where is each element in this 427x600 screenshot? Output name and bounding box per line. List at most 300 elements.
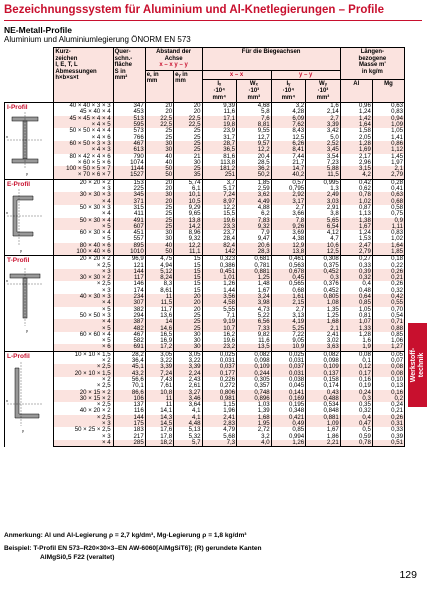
header-wx: Wₓ ·10³ mm³ xyxy=(237,80,272,103)
value-cell: 0,896 xyxy=(237,396,272,402)
header-masse: Längen- bezogene Masse m' in kg/m xyxy=(340,48,404,80)
value-cell: 0,031 xyxy=(202,358,237,364)
header-xx: x – x xyxy=(202,70,271,80)
value-cell: 0,26 xyxy=(372,281,404,287)
value-cell: 1,13 xyxy=(340,211,372,217)
value-cell: 0,33 xyxy=(340,263,372,269)
value-cell: 1,42 xyxy=(340,116,372,122)
value-cell: 0,375 xyxy=(306,263,341,269)
value-cell: 15 xyxy=(174,288,202,294)
value-cell: 50,2 xyxy=(237,172,272,179)
value-cell: 451 xyxy=(113,230,145,236)
value-cell: 0,78 xyxy=(340,192,372,198)
value-cell: 0,4 xyxy=(340,281,372,287)
value-cell: 7,61 xyxy=(145,383,173,389)
dimension-cell: 40 × 30 × 3 xyxy=(54,294,113,300)
value-cell: 12,7 xyxy=(237,135,272,141)
value-cell: 1,68 xyxy=(237,415,272,421)
value-cell: 7,1 xyxy=(202,313,237,319)
value-cell: 1,24 xyxy=(340,230,372,236)
value-cell: 20 xyxy=(174,307,202,313)
value-cell: 0,109 xyxy=(306,364,341,370)
value-cell: 30 xyxy=(174,344,202,351)
dimension-cell: 45 × 45 × 4 × 4 xyxy=(54,116,113,122)
value-cell: 0,78 xyxy=(340,440,372,447)
value-cell: 0,05 xyxy=(372,351,404,358)
value-cell: 30 xyxy=(174,160,202,166)
value-cell: 3,42 xyxy=(306,128,341,134)
dimension-cell: × 5 xyxy=(54,224,113,230)
header-al: Al xyxy=(340,80,372,103)
value-cell: 1,3 xyxy=(306,186,341,192)
header-ey: eᵧ in mm xyxy=(174,70,202,102)
table-row xyxy=(5,249,405,256)
value-cell: 10,1 xyxy=(174,192,202,198)
value-cell: 453 xyxy=(113,109,145,115)
value-cell: 0,42 xyxy=(372,294,404,300)
value-cell: 2,91 xyxy=(306,205,341,211)
value-cell: 10,7 xyxy=(202,326,237,332)
value-cell: 294 xyxy=(113,313,145,319)
value-cell: 1,68 xyxy=(306,319,341,325)
value-cell: 1,97 xyxy=(372,160,404,166)
value-cell: 25 xyxy=(145,218,173,224)
value-cell: 0,451 xyxy=(202,269,237,275)
value-cell: 4,75 xyxy=(145,256,173,263)
value-cell: 16,5 xyxy=(145,332,173,338)
value-cell: 14,5 xyxy=(145,421,173,427)
value-cell: 1,67 xyxy=(237,288,272,294)
value-cell: 0,39 xyxy=(372,434,404,440)
value-cell: 0,994 xyxy=(271,434,306,440)
value-cell: 0,748 xyxy=(237,390,272,396)
dimension-cell: × 60 × 5 × 6 xyxy=(54,160,113,166)
value-cell: 0,037 xyxy=(271,364,306,370)
value-cell: 15 xyxy=(174,263,202,269)
value-cell: 12,2 xyxy=(202,205,237,211)
dimension-cell: × 3 xyxy=(54,434,113,440)
dimension-cell: × 4 xyxy=(54,211,113,217)
value-cell: 4,7 xyxy=(306,236,341,242)
value-cell: 0,47 xyxy=(340,421,372,427)
value-cell: 1,96 xyxy=(202,408,237,414)
value-cell: 5,12 xyxy=(145,269,173,275)
value-cell: 113,8 xyxy=(202,160,237,166)
value-cell: 28,5 xyxy=(237,160,272,166)
value-cell: 0,3 xyxy=(306,275,341,281)
header-biege: Für die Biegeachsen xyxy=(202,48,340,71)
value-cell: 13,8 xyxy=(271,249,306,256)
value-cell: 0,082 xyxy=(237,351,272,358)
value-cell: 0,5 xyxy=(340,427,372,433)
value-cell: 3,15 xyxy=(340,166,372,172)
value-cell: 17,2 xyxy=(145,344,173,351)
dimension-cell: × 70 × 6 × 7 xyxy=(54,172,113,179)
value-cell: 0,45 xyxy=(271,275,306,281)
table-body xyxy=(5,103,405,447)
value-cell: 2,7 xyxy=(271,307,306,313)
value-cell: 3,2 xyxy=(271,103,306,110)
value-cell: 2,92 xyxy=(271,192,306,198)
value-cell: 0,452 xyxy=(306,269,341,275)
dimension-cell: 30 × 15 × 2 xyxy=(54,396,113,402)
value-cell: 5,68 xyxy=(202,434,237,440)
table-row xyxy=(5,172,405,179)
value-cell: 0,348 xyxy=(271,408,306,414)
value-cell: 0,16 xyxy=(372,390,404,396)
value-cell: 5,7 xyxy=(174,440,202,447)
value-cell: 4,0 xyxy=(237,440,272,447)
profile-table xyxy=(4,47,405,447)
value-cell: 3,56 xyxy=(202,294,237,300)
value-cell: 0,32 xyxy=(340,408,372,414)
value-cell: 0,85 xyxy=(372,332,404,338)
value-cell: 3,05 xyxy=(174,351,202,358)
value-cell: 613 xyxy=(113,147,145,153)
value-cell: 144 xyxy=(113,415,145,421)
value-cell: 387 xyxy=(113,319,145,325)
value-cell: 22,5 xyxy=(145,122,173,128)
section-subtitle: Aluminium und Aluminiumlegierung ÖNORM EN 573 xyxy=(4,35,191,44)
table-row xyxy=(5,440,405,447)
value-cell: 0,26 xyxy=(372,415,404,421)
value-cell: 3,22 xyxy=(174,358,202,364)
dimension-cell: 50 × 30 × 3 xyxy=(54,205,113,211)
value-cell: 8,97 xyxy=(202,199,237,205)
dimension-cell: × 2,5 xyxy=(54,415,113,421)
value-cell: 0,21 xyxy=(372,275,404,281)
value-cell: 137 xyxy=(113,402,145,408)
section-title: NE-Metall-Profile xyxy=(4,25,73,35)
svg-text:x: x xyxy=(6,278,8,284)
value-cell: 3,05 xyxy=(145,351,173,358)
value-cell: 4,49 xyxy=(237,199,272,205)
value-cell: 0,57 xyxy=(271,179,306,186)
side-tab-label: Werkstoff- technik xyxy=(409,347,425,383)
value-cell: 0,177 xyxy=(202,371,237,377)
value-cell: 2,72 xyxy=(237,427,272,433)
value-cell: 9,19 xyxy=(202,319,237,325)
dimension-cell: × 2 xyxy=(54,377,113,383)
value-cell: 3,8 xyxy=(306,211,341,217)
value-cell: 0,24 xyxy=(340,390,372,396)
dimension-cell: × 3 xyxy=(54,269,113,275)
value-cell: 14,6 xyxy=(145,326,173,332)
value-cell: 70,1 xyxy=(113,383,145,389)
value-cell: 1,61 xyxy=(271,294,306,300)
value-cell: 0,32 xyxy=(372,288,404,294)
value-cell: 30 xyxy=(145,147,173,153)
value-cell: 16,9 xyxy=(145,338,173,344)
value-cell: 1,95 xyxy=(237,421,272,427)
value-cell: 17,6 xyxy=(145,427,173,433)
value-cell: 0,81 xyxy=(340,313,372,319)
value-cell: 1,05 xyxy=(340,307,372,313)
value-cell: 9,47 xyxy=(237,236,272,242)
value-cell: 7,23 xyxy=(306,160,341,166)
value-cell: 9,55 xyxy=(237,128,272,134)
value-cell: 40,2 xyxy=(271,172,306,179)
value-cell: 3,63 xyxy=(306,344,341,351)
value-cell: 0,881 xyxy=(306,415,341,421)
value-cell: 7,43 xyxy=(145,377,173,383)
value-cell: 20,4 xyxy=(237,154,272,160)
value-cell: 28,2 xyxy=(113,351,145,358)
dimension-cell: × 4 xyxy=(54,199,113,205)
value-cell: 0,58 xyxy=(372,205,404,211)
value-cell: 345 xyxy=(113,192,145,198)
value-cell: 0,031 xyxy=(271,358,306,364)
dimension-cell: 30 × 30 × 3 xyxy=(54,192,113,198)
value-cell: 1144 xyxy=(113,166,145,172)
value-cell: 7,22 xyxy=(271,332,306,338)
profile-drawing xyxy=(5,103,54,180)
value-cell: 0,848 xyxy=(306,408,341,414)
value-cell: 1527 xyxy=(113,172,145,179)
value-cell: 5,17 xyxy=(202,186,237,192)
value-cell: 225 xyxy=(113,186,145,192)
value-cell: 3,66 xyxy=(271,211,306,217)
page-number: 129 xyxy=(399,569,417,581)
value-cell: 19,6 xyxy=(202,338,237,344)
value-cell: 691 xyxy=(113,344,145,351)
header-kurzzeichen: Kurz- zeichen I, E, T, L Abmessungen h×b×s×t xyxy=(54,48,113,103)
header-blank xyxy=(5,48,54,103)
value-cell: 307 xyxy=(113,300,145,306)
value-cell: 20 xyxy=(174,294,202,300)
value-cell: 315 xyxy=(113,205,145,211)
value-cell: 0,881 xyxy=(237,269,272,275)
value-cell: 25 xyxy=(174,128,202,134)
header-iy: Iᵧ ·10⁴ mm⁴ xyxy=(271,80,306,103)
dimension-cell: × 4 × 6 xyxy=(54,135,113,141)
value-cell: 1,01 xyxy=(202,275,237,281)
value-cell: 1,09 xyxy=(306,421,341,427)
value-cell: 174 xyxy=(113,288,145,294)
value-cell: 467 xyxy=(113,141,145,147)
value-cell: 1,07 xyxy=(340,319,372,325)
value-cell: 3,64 xyxy=(174,402,202,408)
value-cell: 86,6 xyxy=(113,390,145,396)
value-cell: 1,26 xyxy=(202,281,237,287)
value-cell: 31,7 xyxy=(202,135,237,141)
value-cell: 0,08 xyxy=(340,351,372,358)
dimension-cell: 50 × 50 × 3 xyxy=(54,313,113,319)
value-cell: 0,158 xyxy=(306,377,341,383)
value-cell: 0,22 xyxy=(372,263,404,269)
header-abstand xyxy=(145,48,202,71)
value-cell: 0,59 xyxy=(340,434,372,440)
svg-text:y: y xyxy=(26,171,28,177)
value-cell: 25 xyxy=(174,319,202,325)
value-cell: 0,795 xyxy=(271,186,306,192)
value-cell: 3,24 xyxy=(237,294,272,300)
profile-drawing xyxy=(5,179,54,256)
value-cell: 0,42 xyxy=(340,179,372,186)
value-cell: 1,05 xyxy=(372,128,404,134)
dimension-cell: 20 × 15 × 2 xyxy=(54,390,113,396)
value-cell: 20 xyxy=(145,199,173,205)
value-cell: 0,96 xyxy=(340,103,372,110)
value-cell: 0,26 xyxy=(372,269,404,275)
value-cell: 2,49 xyxy=(306,192,341,198)
value-cell: 40 xyxy=(145,154,173,160)
value-cell: 0,386 xyxy=(202,263,237,269)
value-cell: 7,33 xyxy=(237,326,272,332)
value-cell: 0,488 xyxy=(306,396,341,402)
value-cell: 2,79 xyxy=(372,172,404,179)
value-cell: 30 xyxy=(174,332,202,338)
value-cell: 13,6 xyxy=(145,313,173,319)
value-cell: 0,981 xyxy=(202,396,237,402)
value-cell: 4,1 xyxy=(174,415,202,421)
value-cell: 0,07 xyxy=(372,358,404,364)
value-cell: 153 xyxy=(113,179,145,186)
value-cell: 4,94 xyxy=(145,263,173,269)
value-cell: 0,10 xyxy=(372,377,404,383)
value-cell: 5,65 xyxy=(306,218,341,224)
value-cell: 9,82 xyxy=(237,332,272,338)
value-cell: 1,9 xyxy=(340,344,372,351)
value-cell: 482 xyxy=(113,326,145,332)
value-cell: 0,195 xyxy=(271,402,306,408)
value-cell: 3,2 xyxy=(237,434,272,440)
value-cell: 285 xyxy=(113,440,145,447)
header-ix: Iₓ ·10⁴ mm⁴ xyxy=(202,80,237,103)
value-cell: 2,1 xyxy=(372,166,404,172)
value-cell: 0,169 xyxy=(271,396,306,402)
value-cell: 9,05 xyxy=(271,338,306,344)
value-cell: 0,534 xyxy=(306,402,341,408)
header-e: e, in mm xyxy=(145,70,173,102)
value-cell: 2,96 xyxy=(340,160,372,166)
value-cell: 1,64 xyxy=(372,243,404,249)
value-cell: 4,19 xyxy=(271,319,306,325)
value-cell: 7,6 xyxy=(237,116,272,122)
value-cell: 0,63 xyxy=(372,192,404,198)
value-cell: 7,44 xyxy=(271,154,306,160)
value-cell: 56,6 xyxy=(113,377,145,383)
value-cell: 30 xyxy=(145,141,173,147)
value-cell: 0,781 xyxy=(237,263,272,269)
value-cell: 25 xyxy=(174,326,202,332)
dimension-cell: × 3 xyxy=(54,288,113,294)
value-cell: 0,17 xyxy=(340,371,372,377)
value-cell: 347 xyxy=(113,103,145,110)
value-cell: 3,39 xyxy=(306,122,341,128)
value-cell: 3,45 xyxy=(306,147,341,153)
dimension-cell: 100 × 50 × 5 × 7 xyxy=(54,166,113,172)
value-cell: 15 xyxy=(174,256,202,263)
dimension-cell: 50 × 50 × 4 × 4 xyxy=(54,128,113,134)
value-cell: 0,376 xyxy=(306,281,341,287)
value-cell: 1,44 xyxy=(202,288,237,294)
value-cell: 22,5 xyxy=(174,122,202,128)
value-cell: 0,08 xyxy=(372,371,404,377)
dimension-cell: 50 × 25 × 2,5 xyxy=(54,427,113,433)
value-cell: 6,1 xyxy=(174,186,202,192)
value-cell: 3,27 xyxy=(174,390,202,396)
value-cell: 5,22 xyxy=(237,313,272,319)
note-beispiel xyxy=(4,545,414,562)
value-cell: 2,41 xyxy=(306,332,341,338)
value-cell: 5,74 xyxy=(174,179,202,186)
value-cell: 15 xyxy=(174,269,202,275)
value-cell: 1,02 xyxy=(340,199,372,205)
value-cell: 0,28 xyxy=(372,179,404,186)
value-cell: 0,71 xyxy=(372,319,404,325)
value-cell: 9,39 xyxy=(202,103,237,110)
dimension-cell: × 4 xyxy=(54,300,113,306)
value-cell: 1,26 xyxy=(271,440,306,447)
value-cell: 7,8 xyxy=(271,218,306,224)
value-cell: 0,678 xyxy=(271,269,306,275)
note-beispiel-line2: AlMgSi0,5 F22 (veraltet) xyxy=(40,553,115,561)
dimension-cell: × 2,5 xyxy=(54,383,113,389)
dimension-cell: 10 × 10 × 1,5 xyxy=(54,351,113,358)
value-cell: 14,7 xyxy=(271,166,306,172)
value-cell: 1,35 xyxy=(306,307,341,313)
value-cell: 1,48 xyxy=(237,281,272,287)
value-cell: 21,7 xyxy=(271,160,306,166)
value-cell: 3,7 xyxy=(202,179,237,186)
value-cell: 1,24 xyxy=(340,109,372,115)
value-cell: 3,62 xyxy=(237,192,272,198)
value-cell: 20 xyxy=(174,109,202,115)
value-cell: 11 xyxy=(145,294,173,300)
value-cell: 10,6 xyxy=(306,243,341,249)
value-cell: 25 xyxy=(174,141,202,147)
value-cell: 234 xyxy=(113,294,145,300)
value-cell: 1,12 xyxy=(372,147,404,153)
value-cell: 0,08 xyxy=(372,364,404,370)
value-cell: 0,68 xyxy=(271,288,306,294)
value-cell: 4,68 xyxy=(237,103,272,110)
value-cell: 23,9 xyxy=(202,128,237,134)
value-cell: 2,05 xyxy=(340,135,372,141)
value-cell: 0,19 xyxy=(340,383,372,389)
value-cell: 0,244 xyxy=(237,371,272,377)
value-cell: 81,6 xyxy=(202,154,237,160)
value-cell: 1,53 xyxy=(340,236,372,242)
value-cell: 28,4 xyxy=(202,236,237,242)
value-cell: 1,58 xyxy=(340,128,372,134)
dimension-cell: × 2,5 xyxy=(54,263,113,269)
value-cell: 11 xyxy=(145,396,173,402)
value-cell: 43,2 xyxy=(113,371,145,377)
value-cell: 0,323 xyxy=(202,256,237,263)
dimension-cell: × 2,5 xyxy=(54,364,113,370)
dimension-cell: × 4 xyxy=(54,440,113,447)
header-abstand-sub: x – x y – y xyxy=(159,62,188,69)
value-cell: 1,67 xyxy=(340,224,372,230)
value-cell: 2,47 xyxy=(340,243,372,249)
value-cell: 25 xyxy=(145,211,173,217)
value-cell: 11,6 xyxy=(237,338,272,344)
value-cell: 6,54 xyxy=(306,224,341,230)
value-cell: 1,64 xyxy=(340,122,372,128)
value-cell: 4,1 xyxy=(174,408,202,414)
value-cell: 0,995 xyxy=(306,179,341,186)
value-cell: 12,2 xyxy=(237,147,272,153)
value-cell: 0,55 xyxy=(372,300,404,306)
value-cell: 0,1 xyxy=(340,358,372,364)
dimension-cell: × 3 xyxy=(54,186,113,192)
value-cell: 573 xyxy=(113,128,145,134)
value-cell: 0,563 xyxy=(271,263,306,269)
value-cell: 11,5 xyxy=(145,300,173,306)
value-cell: 36,2 xyxy=(237,166,272,172)
